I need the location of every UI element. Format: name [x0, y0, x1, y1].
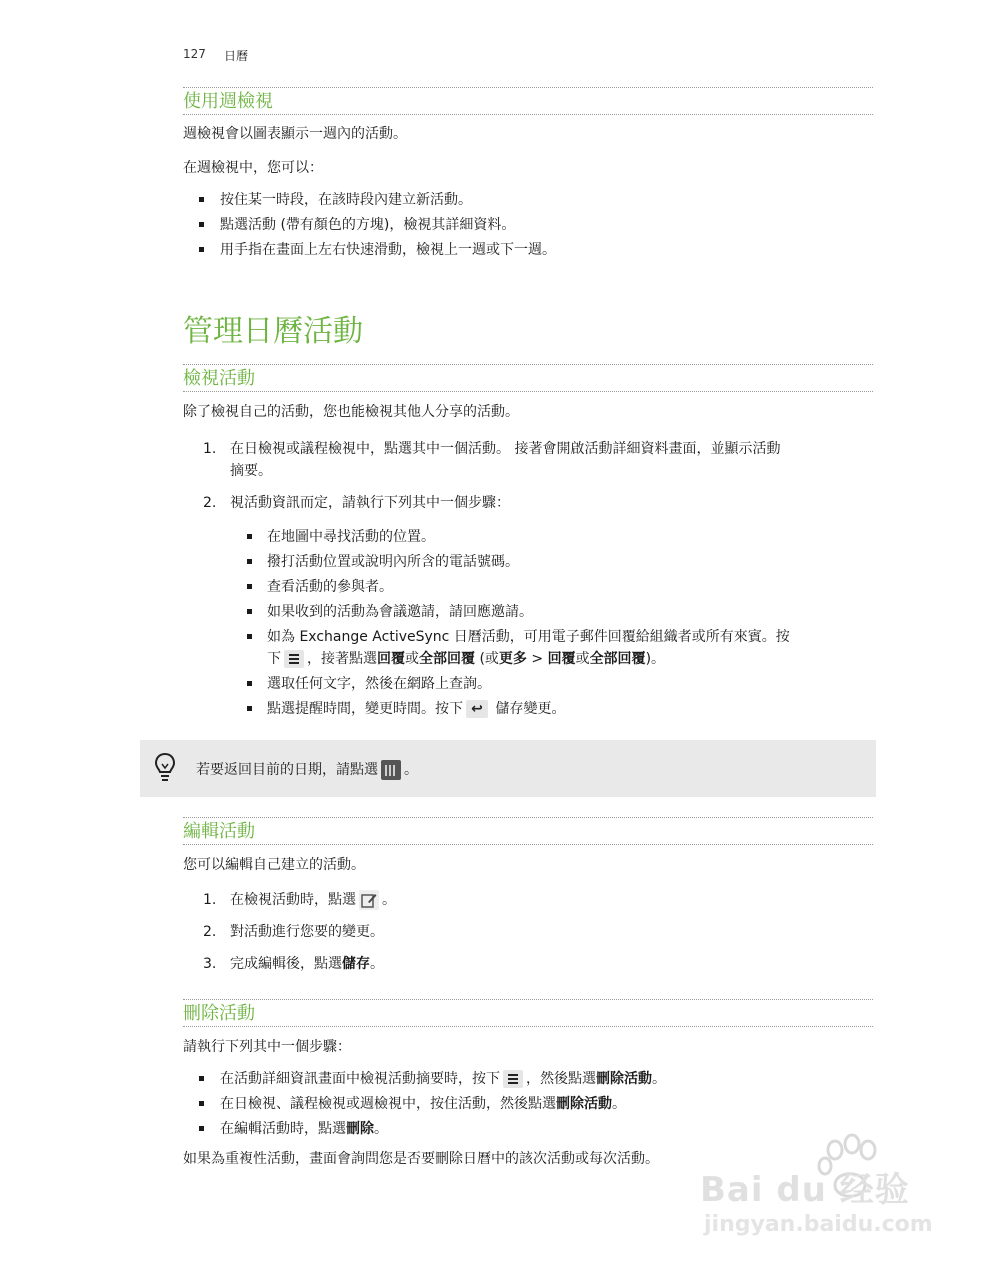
section-title: 編輯活動	[183, 817, 873, 845]
bullet-icon	[199, 1126, 204, 1131]
tip-text: 若要返回目前的日期，請點選 。	[196, 762, 418, 778]
watermark-brand: Bai du 经验	[700, 1170, 910, 1210]
list-item: 1. 在檢視活動時，點選 。	[203, 892, 396, 908]
list-item: 在活動詳細資訊畫面中檢視活動摘要時，按下 ，然後點選刪除活動。	[183, 1069, 873, 1089]
section-week-view	[183, 87, 873, 265]
list-item: 如為 Exchange ActiveSync 日曆活動，可用電子郵件回覆給組織者或所有來賓。按 下 ，接著點選回覆或全部回覆 (或更多 > 回覆或全部回覆)。	[183, 626, 873, 670]
tip-box	[140, 740, 876, 797]
section-view-events	[183, 364, 873, 723]
bullet-icon	[199, 222, 204, 227]
bullet-icon	[247, 584, 252, 589]
list-item: 按住某一時段，在該時段內建立新活動。	[183, 190, 873, 210]
calendar-today-icon	[381, 760, 401, 780]
edit-icon	[359, 890, 379, 910]
section-intro: 請執行下列其中一個步驟：	[183, 1039, 351, 1055]
list-item: 3. 完成編輯後，點選儲存。	[203, 956, 384, 972]
bullet-list	[183, 1069, 873, 1139]
sub-bullet-list	[183, 526, 873, 720]
list-item: 2. 對活動進行您要的變更。	[203, 924, 384, 940]
list-item: 在地圖中尋找活動的位置。	[183, 526, 873, 548]
bullet-icon	[199, 247, 204, 252]
numbered-list	[183, 889, 873, 975]
baidu-watermark	[700, 1130, 940, 1240]
section-edit-event	[183, 817, 873, 975]
chapter-title: 管理日曆活動	[183, 314, 363, 349]
section-title: 刪除活動	[183, 999, 873, 1027]
list-item: 選取任何文字，然後在網路上查詢。	[183, 673, 873, 695]
running-header-title: 日曆	[224, 49, 249, 63]
bullet-icon	[199, 197, 204, 202]
bullet-icon	[247, 609, 252, 614]
section-intro: 除了檢視自己的活動，您也能檢視其他人分享的活動。	[183, 404, 519, 420]
lightbulb-icon	[154, 752, 176, 784]
bullet-icon	[247, 706, 252, 711]
section-title: 檢視活動	[183, 364, 873, 392]
watermark-url: jingyan.baidu.com	[704, 1212, 933, 1237]
list-item: 1. 在日檢視或議程檢視中，點選其中一個活動。 接著會開啟活動詳細資料畫面，並顯示活動 摘要。	[203, 441, 781, 479]
section-lead: 在週檢視中，您可以：	[183, 160, 323, 176]
section-intro: 週檢視會以圖表顯示一週內的活動。	[183, 126, 407, 142]
section-intro: 您可以編輯自己建立的活動。	[183, 857, 365, 873]
list-item: 用手指在畫面上左右快速滑動，檢視上一週或下一週。	[183, 240, 873, 260]
bullet-icon	[247, 534, 252, 539]
section-title: 使用週檢視	[183, 87, 873, 115]
menu-icon	[284, 650, 304, 668]
bullet-icon	[199, 1076, 204, 1081]
bullet-icon	[247, 681, 252, 686]
list-item: 在日檢視、議程檢視或週檢視中，按住活動，然後點選刪除活動。	[183, 1094, 873, 1114]
menu-icon	[503, 1070, 523, 1088]
list-item: 查看活動的參與者。	[183, 576, 873, 598]
numbered-list	[183, 438, 873, 514]
list-item: 點選提醒時間，變更時間。按下 ↩ 儲存變更。	[183, 698, 873, 720]
list-item: 2. 視活動資訊而定，請執行下列其中一個步驟：	[203, 495, 510, 511]
bullet-icon	[199, 1101, 204, 1106]
bullet-icon	[247, 559, 252, 564]
list-item: 如果收到的活動為會議邀請，請回應邀請。	[183, 601, 873, 623]
list-item: 在編輯活動時，點選刪除。	[183, 1119, 873, 1139]
list-item: 點選活動 (帶有顏色的方塊)，檢視其詳細資料。	[183, 215, 873, 235]
bullet-list	[183, 190, 873, 260]
list-item: 撥打活動位置或說明內所含的電話號碼。	[183, 551, 873, 573]
page-number: 127	[183, 47, 206, 61]
bullet-icon	[247, 634, 252, 639]
section-outro: 如果為重複性活動，畫面會詢問您是否要刪除日曆中的該次活動或每次活動。	[183, 1151, 659, 1167]
back-icon: ↩	[466, 700, 488, 718]
